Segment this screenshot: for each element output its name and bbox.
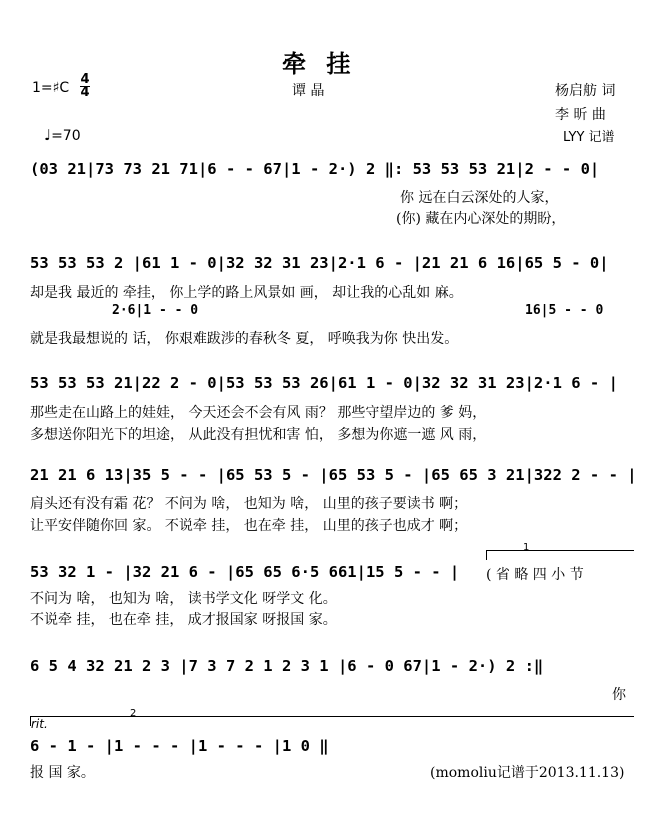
score-row-4-lyric-verse2: 让平安伴随你回 家。 不说牵 挂， 也在牵 挂， 山里的孩子也成才 啊；: [30, 518, 468, 534]
score-row-2-notes: 53 53 53 2 |61 1 - 0|32 32 31 23|2·1 6 - |21 21 6 16|65 5 - 0|: [30, 254, 609, 272]
time-numerator: 4: [80, 72, 90, 87]
score-row-5-notes: 53 32 1 - |32 21 6 - |65 65 6·5 661|15 5 - - |: [30, 563, 460, 581]
score-row-4-lyric-verse1: 肩头还有没有霜 花？ 不问为 啥， 也知为 啥， 山里的孩子要读书 啊；: [30, 496, 468, 512]
composer: 李 昕 曲: [555, 107, 606, 123]
quarter-note-icon: ♩: [44, 126, 52, 144]
score-row-2-alt-notes-right: 16|5 - - 0: [525, 303, 604, 318]
score-row-5-lyric-verse2: 不说牵 挂， 也在牵 挂， 成才报国家 呀报国 家。: [30, 612, 337, 628]
score-row-2-lyric: 却是我 最近的 牵挂， 你上学的路上风景如 画， 却让我的心乱如 麻。: [30, 285, 463, 301]
score-row-2-alt-notes-left: 2·6|1 - - 0: [112, 303, 199, 318]
score-row-2-alt-lyric: 就是我最想说的 话， 你艰难跋涉的春秋冬 夏， 呼唤我为你 快出发。: [30, 331, 459, 347]
score-row-5-lyric-verse1: 不问为 啥， 也知为 啥， 读书学文化 呀学文 化。: [30, 591, 337, 607]
score-row-6-notes: 6 5 4 32 21 2 3 |7 3 7 2 1 2 3 1 |6 - 0 67|1 - 2·) 2 :‖: [30, 657, 544, 675]
ending-bracket-1-tick: [486, 550, 487, 560]
score-row-7-lyric: 报 国 家。: [30, 765, 95, 781]
key-label: 1=♯C: [32, 80, 70, 96]
score-row-4-notes: 21 21 6 13|35 5 - - |65 53 5 - |65 53 5 - |65 65 3 21|322 2 - - |: [30, 466, 637, 484]
omitted-bars-note: ( 省 略 四 小 节: [486, 567, 584, 583]
transcriber: LYY 记谱: [563, 130, 615, 145]
tempo-value: =70: [51, 128, 81, 144]
rit-marking: rit.: [31, 717, 48, 731]
score-row-7-notes: 6 - 1 - |1 - - - |1 - - - |1 0 ‖: [30, 737, 329, 755]
lyricist: 杨启舫 词: [555, 83, 616, 99]
score-row-3-lyric-verse1: 那些走在山路上的娃娃， 今天还会不会有风 雨？ 那些守望岸边的 爹 妈，: [30, 405, 487, 421]
ending-bracket-2: [30, 716, 634, 717]
song-title: 牵 挂: [282, 50, 357, 78]
score-row-3-lyric-verse2: 多想送你阳光下的坦途， 从此没有担忧和害 怕， 多想为你遮一遮 风 雨，: [30, 427, 487, 443]
time-signature: [80, 74, 90, 99]
key-signature: [32, 80, 69, 96]
tempo: [44, 126, 81, 144]
singer: 谭 晶: [292, 83, 325, 99]
time-denominator: 4: [80, 85, 90, 100]
transcription-credit: (momoliu记谱于2013.11.13): [430, 765, 625, 781]
score-row-6-lyric: 你: [612, 687, 626, 703]
ending-number-2: 2: [130, 708, 137, 719]
score-row-3-notes: 53 53 53 21|22 2 - 0|53 53 53 26|61 1 - 0|32 32 31 23|2·1 6 - |: [30, 374, 618, 392]
ending-number-1: 1: [523, 542, 530, 553]
ending-bracket-1: [486, 550, 634, 551]
score-row-1-lyric-verse1: 你 远在白云深处的人家，: [400, 190, 559, 206]
score-row-1-lyric-verse2: (你) 藏在内心深处的期盼，: [396, 211, 566, 227]
score-row-1-notes: (03 21|73 73 21 71|6 - - 67|1 - 2·) 2 ‖: 53 53 53 21|2 - - 0|: [30, 160, 600, 178]
